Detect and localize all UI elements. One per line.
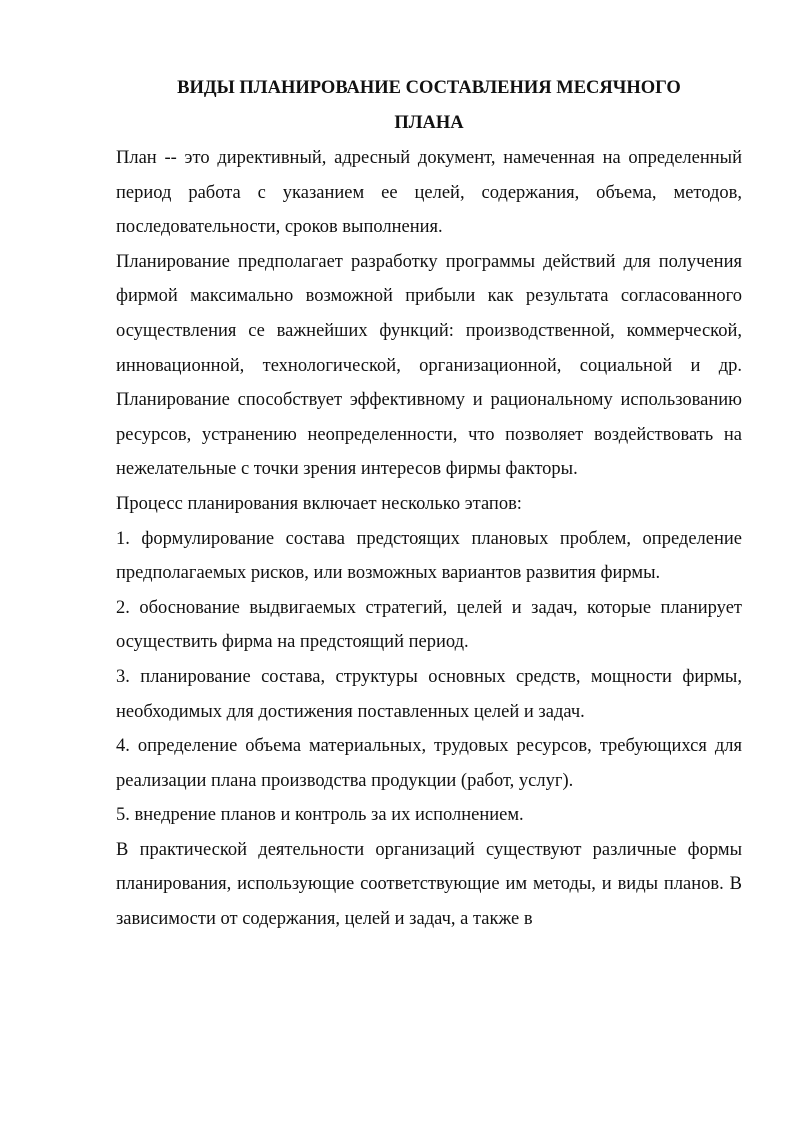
document-body	[116, 71, 742, 937]
paragraph-planning-purpose: Планирование предполагает разработку программы действий для получения фирмой максимально возможной прибыли как результата согласованного осуществления се важнейших функций: производственной, коммерческой, инновационной, технологической, организационной, социальной и др. Планирование способствует эффективному и рациональному использованию ресурсов, устранению неопределенности, что позволяет воздействовать на нежелательные с точки зрения интересов фирмы факторы.	[116, 251, 742, 480]
document-title-line-2: ПЛАНА	[394, 113, 464, 133]
paragraph-plan-definition: План -- это директивный, адресный документ, намеченная на определенный период работа с указанием ее целей, содержания, объема, методов, последовательности, сроков выполнения.	[116, 148, 742, 238]
paragraph-planning-forms: В практической деятельности организаций существуют различные формы планирования, использующие соответствующие им методы, и виды планов. В зависимости от содержания, целей и задач, а также в	[116, 839, 742, 930]
list-item-stage-3: 3. планирование состава, структуры основных средств, мощности фирмы, необходимых для достижения поставленных целей и задач.	[116, 666, 742, 722]
document-title-line-1: ВИДЫ ПЛАНИРОВАНИЕ СОСТАВЛЕНИЯ МЕСЯЧНОГО	[177, 78, 681, 98]
list-item-stage-4: 4. определение объема материальных, трудовых ресурсов, требующихся для реализации плана производства продукции (работ, услуг).	[116, 736, 742, 791]
list-item-stage-2: 2. обоснование выдвигаемых стратегий, целей и задач, которые планирует осуществить фирма на предстоящий период.	[116, 597, 742, 653]
list-item-stage-1: 1. формулирование состава предстоящих плановых проблем, определение предполагаемых рисков, или возможных вариантов развития фирмы.	[116, 528, 742, 584]
document-title	[116, 71, 742, 141]
list-item-stage-5: 5. внедрение планов и контроль за их исполнением.	[116, 805, 524, 826]
paragraph-process-intro: Процесс планирования включает несколько этапов:	[116, 493, 522, 514]
